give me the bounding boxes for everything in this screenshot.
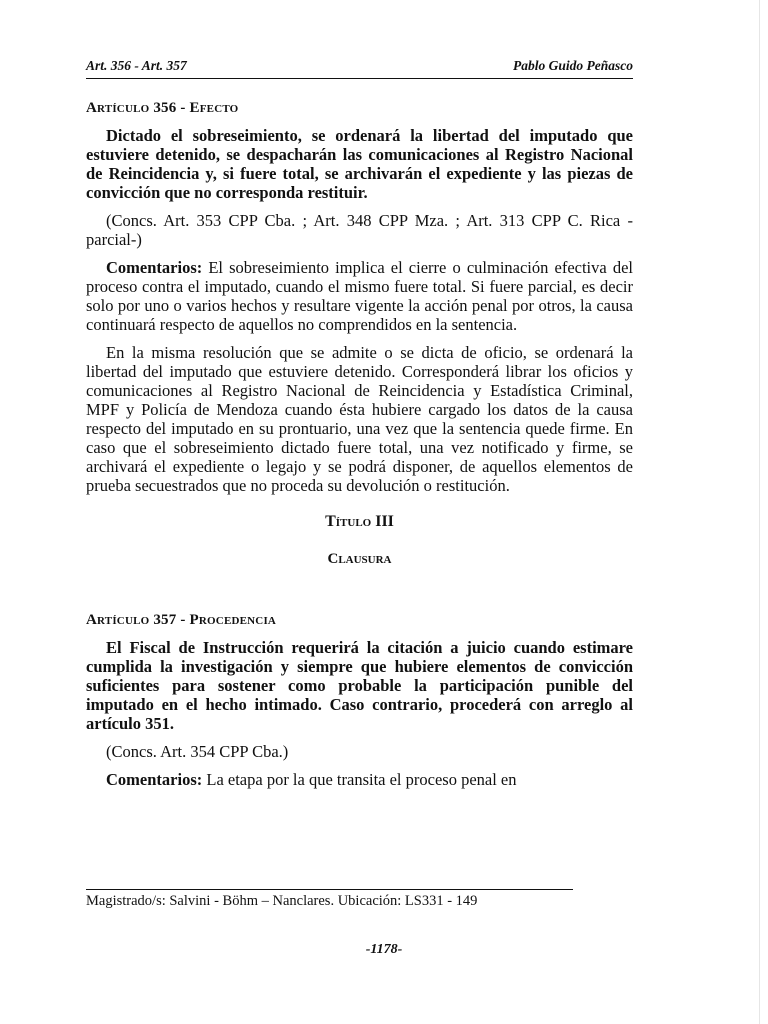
article-356-heading: Artículo 356 - Efecto: [86, 100, 239, 116]
comments-label: Comentarios:: [106, 258, 203, 277]
page-number: -1178-: [365, 942, 403, 957]
page-edge: [759, 0, 760, 1024]
article-356-comments: [86, 258, 633, 334]
comments-label: Comentarios:: [106, 770, 203, 789]
running-header: [86, 58, 633, 79]
titulo-subtitle: Clausura: [327, 551, 392, 567]
page-content: [86, 100, 633, 789]
article-356-concordances: (Concs. Art. 353 CPP Cba. ; Art. 348 CPP Mza. ; Art. 313 CPP C. Rica -parcial-): [86, 211, 633, 249]
comments-text: El sobreseimiento implica el cierre o culminación efectiva del proceso contra el imputado, cuando el mismo fuere total. Si fuere parcial, es decir solo por uno o varios hechos y resultare vigente la acción penal por otros, la causa continuará respecto de aquellos no comprendidos en la sentencia.: [86, 258, 633, 334]
header-author: Pablo Guido Peñasco: [513, 58, 633, 73]
footnote-rule: [86, 889, 573, 890]
article-357-heading: Artículo 357 - Procedencia: [86, 612, 277, 628]
article-357-text: El Fiscal de Instrucción requerirá la citación a juicio cuando estimare cumplida la investigación y siempre que hubiere elementos de convicción suficientes para sostener como probable la participación punible del imputado en el hecho intimado. Caso contrario, procederá con arreglo al artículo 351.: [86, 638, 633, 733]
comments-text: La etapa por la que transita el proceso penal en: [202, 770, 517, 789]
header-article-range: Art. 356 - Art. 357: [86, 58, 187, 73]
article-356-text: Dictado el sobreseimiento, se ordenará la libertad del imputado que estuviere detenido, se despacharán las comunicaciones al Registro Nacional de Reincidencia y, si fuere total, se archivarán el expediente y las piezas de convicción que no corresponda restituir.: [86, 126, 633, 202]
titulo-heading: Título III: [325, 513, 394, 530]
article-357-comments: [86, 770, 633, 789]
article-357-concordances: (Concs. Art. 354 CPP Cba.): [106, 742, 289, 761]
article-356-paragraph-2: En la misma resolución que se admite o se dicta de oficio, se ordenará la libertad del imputado que estuviere detenido. Corresponderá librar los oficios y comunicaciones al Registro Nacional de Reincidencia y Estadística Criminal, MPF y Policía de Mendoza cuando ésta hubiere cargado los datos de la causa respecto del imputado en su prontuario, una vez que la sentencia quede firme. En caso que el sobreseimiento dictado fuere total, una vez notificado y firme, se archivará el expediente o legajo y se podrá disponer, de aquellos elementos de prueba secuestrados que no proceda su devolución o restitución.: [86, 343, 633, 495]
footnote: Magistrado/s: Salvini - Böhm – Nanclares. Ubicación: LS331 - 149: [86, 893, 478, 909]
